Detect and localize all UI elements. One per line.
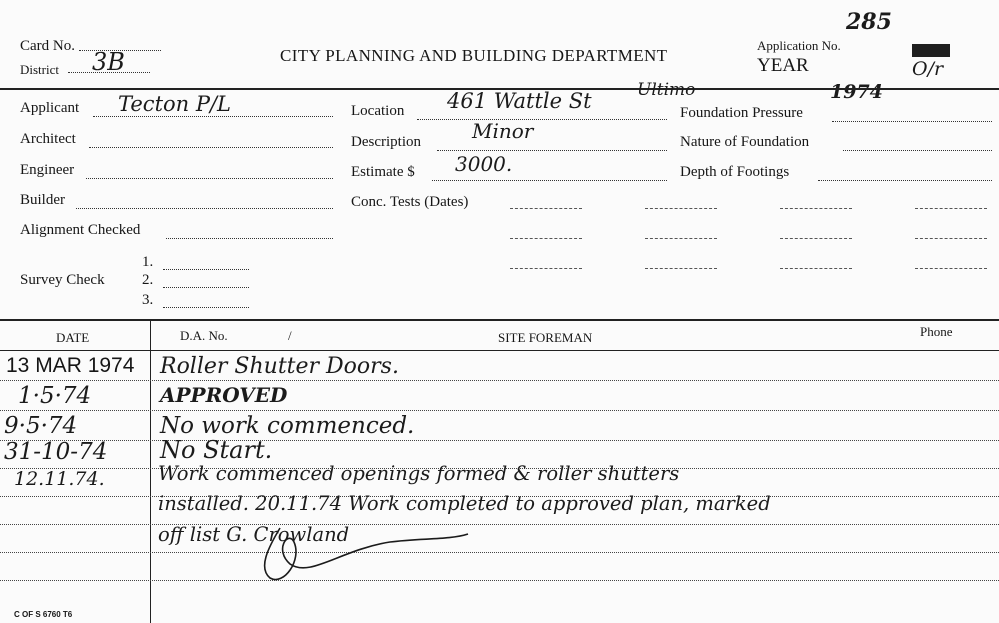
applicant-label: Applicant [20,100,80,116]
log-entry-text: APPROVED [160,383,288,407]
applicant-line [93,116,333,117]
year-note: O/r [912,58,944,80]
log-row-rule [0,380,999,381]
alignment-checked-label: Alignment Checked [20,222,141,238]
foundation-pressure-label: Foundation Pressure [680,105,803,121]
depth-footings-line [818,180,992,181]
log-entry-text: Work commenced openings formed & roller shutters [158,462,680,485]
district-label: District [20,62,59,77]
year-label: YEAR [757,55,809,76]
description-label: Description [351,134,421,150]
estimate-value: 3000. [455,152,513,176]
engineer-line [86,178,333,179]
site-foreman-header: SITE FOREMAN [498,330,593,345]
struck-out-number [912,44,950,57]
signature-flourish [250,520,480,590]
survey-1: 1. [142,254,154,270]
location-label: Location [351,103,405,119]
architect-line [89,147,333,148]
description-line [437,150,667,151]
log-entry-text: installed. 20.11.74 Work completed to approved plan, marked [158,492,771,515]
form-code: C OF S 6760 T6 [14,610,73,619]
engineer-label: Engineer [20,162,75,178]
log-row-rule [0,440,999,441]
conc-cell [645,238,717,239]
log-date: 1·5·74 [18,383,92,409]
depth-of-footings-label: Depth of Footings [680,164,790,180]
log-date: 31-10-74 [4,439,108,465]
survey-3: 3. [142,292,154,308]
builder-label: Builder [20,192,65,208]
date-column-divider [150,319,151,623]
conc-cell [510,208,582,209]
conc-cell [915,208,987,209]
alignment-line [166,238,333,239]
location-line [417,119,667,120]
location-note: Ultimo [637,80,696,100]
conc-cell [780,208,852,209]
conc-cell [780,238,852,239]
year-value: 1974 [830,81,883,103]
conc-cell [645,268,717,269]
survey-1-line [163,269,249,270]
survey-check-label: Survey Check [20,272,105,288]
da-no-header: D.A. No. [180,328,228,343]
card-no-label: Card No. [20,38,75,54]
log-entry-text: Roller Shutter Doors. [160,354,399,379]
survey-2-line [163,287,249,288]
log-header-rule [0,350,999,351]
date-header: DATE [56,330,90,345]
log-entry-text: No Start. [160,436,273,464]
survey-2: 2. [142,272,154,288]
conc-cell [915,238,987,239]
builder-line [76,208,333,209]
description-value: Minor [472,119,534,143]
estimate-label: Estimate $ [351,164,415,180]
nature-of-foundation-label: Nature of Foundation [680,134,810,150]
architect-label: Architect [20,131,76,147]
log-entry-text: off list G. Crowland [158,523,350,546]
nature-foundation-line [843,150,992,151]
foundation-pressure-line [832,121,992,122]
conc-cell [510,238,582,239]
location-value: 461 Wattle St [447,89,592,113]
conc-cell [915,268,987,269]
log-row-rule [0,410,999,411]
log-entry-text: No work commenced. [160,413,415,439]
survey-3-line [163,307,249,308]
district-value: 3B [92,48,125,76]
application-number: 285 [846,9,892,35]
log-row-rule [0,580,999,581]
log-date: 13 MAR 1974 [6,354,135,377]
department-title: CITY PLANNING AND BUILDING DEPARTMENT [280,46,668,65]
conc-cell [510,268,582,269]
conc-cell [645,208,717,209]
log-row-rule [0,524,999,525]
log-date: 9·5·74 [4,413,78,439]
conc-tests-label: Conc. Tests (Dates) [351,194,469,210]
application-no-label: Application No. [757,38,841,53]
log-date: 12.11.74. [14,468,105,490]
phone-header: Phone [920,324,953,339]
applicant-value: Tecton P/L [118,92,231,116]
estimate-line [432,180,667,181]
conc-cell [780,268,852,269]
log-row-rule [0,552,999,553]
da-no-slash: / [288,328,292,343]
